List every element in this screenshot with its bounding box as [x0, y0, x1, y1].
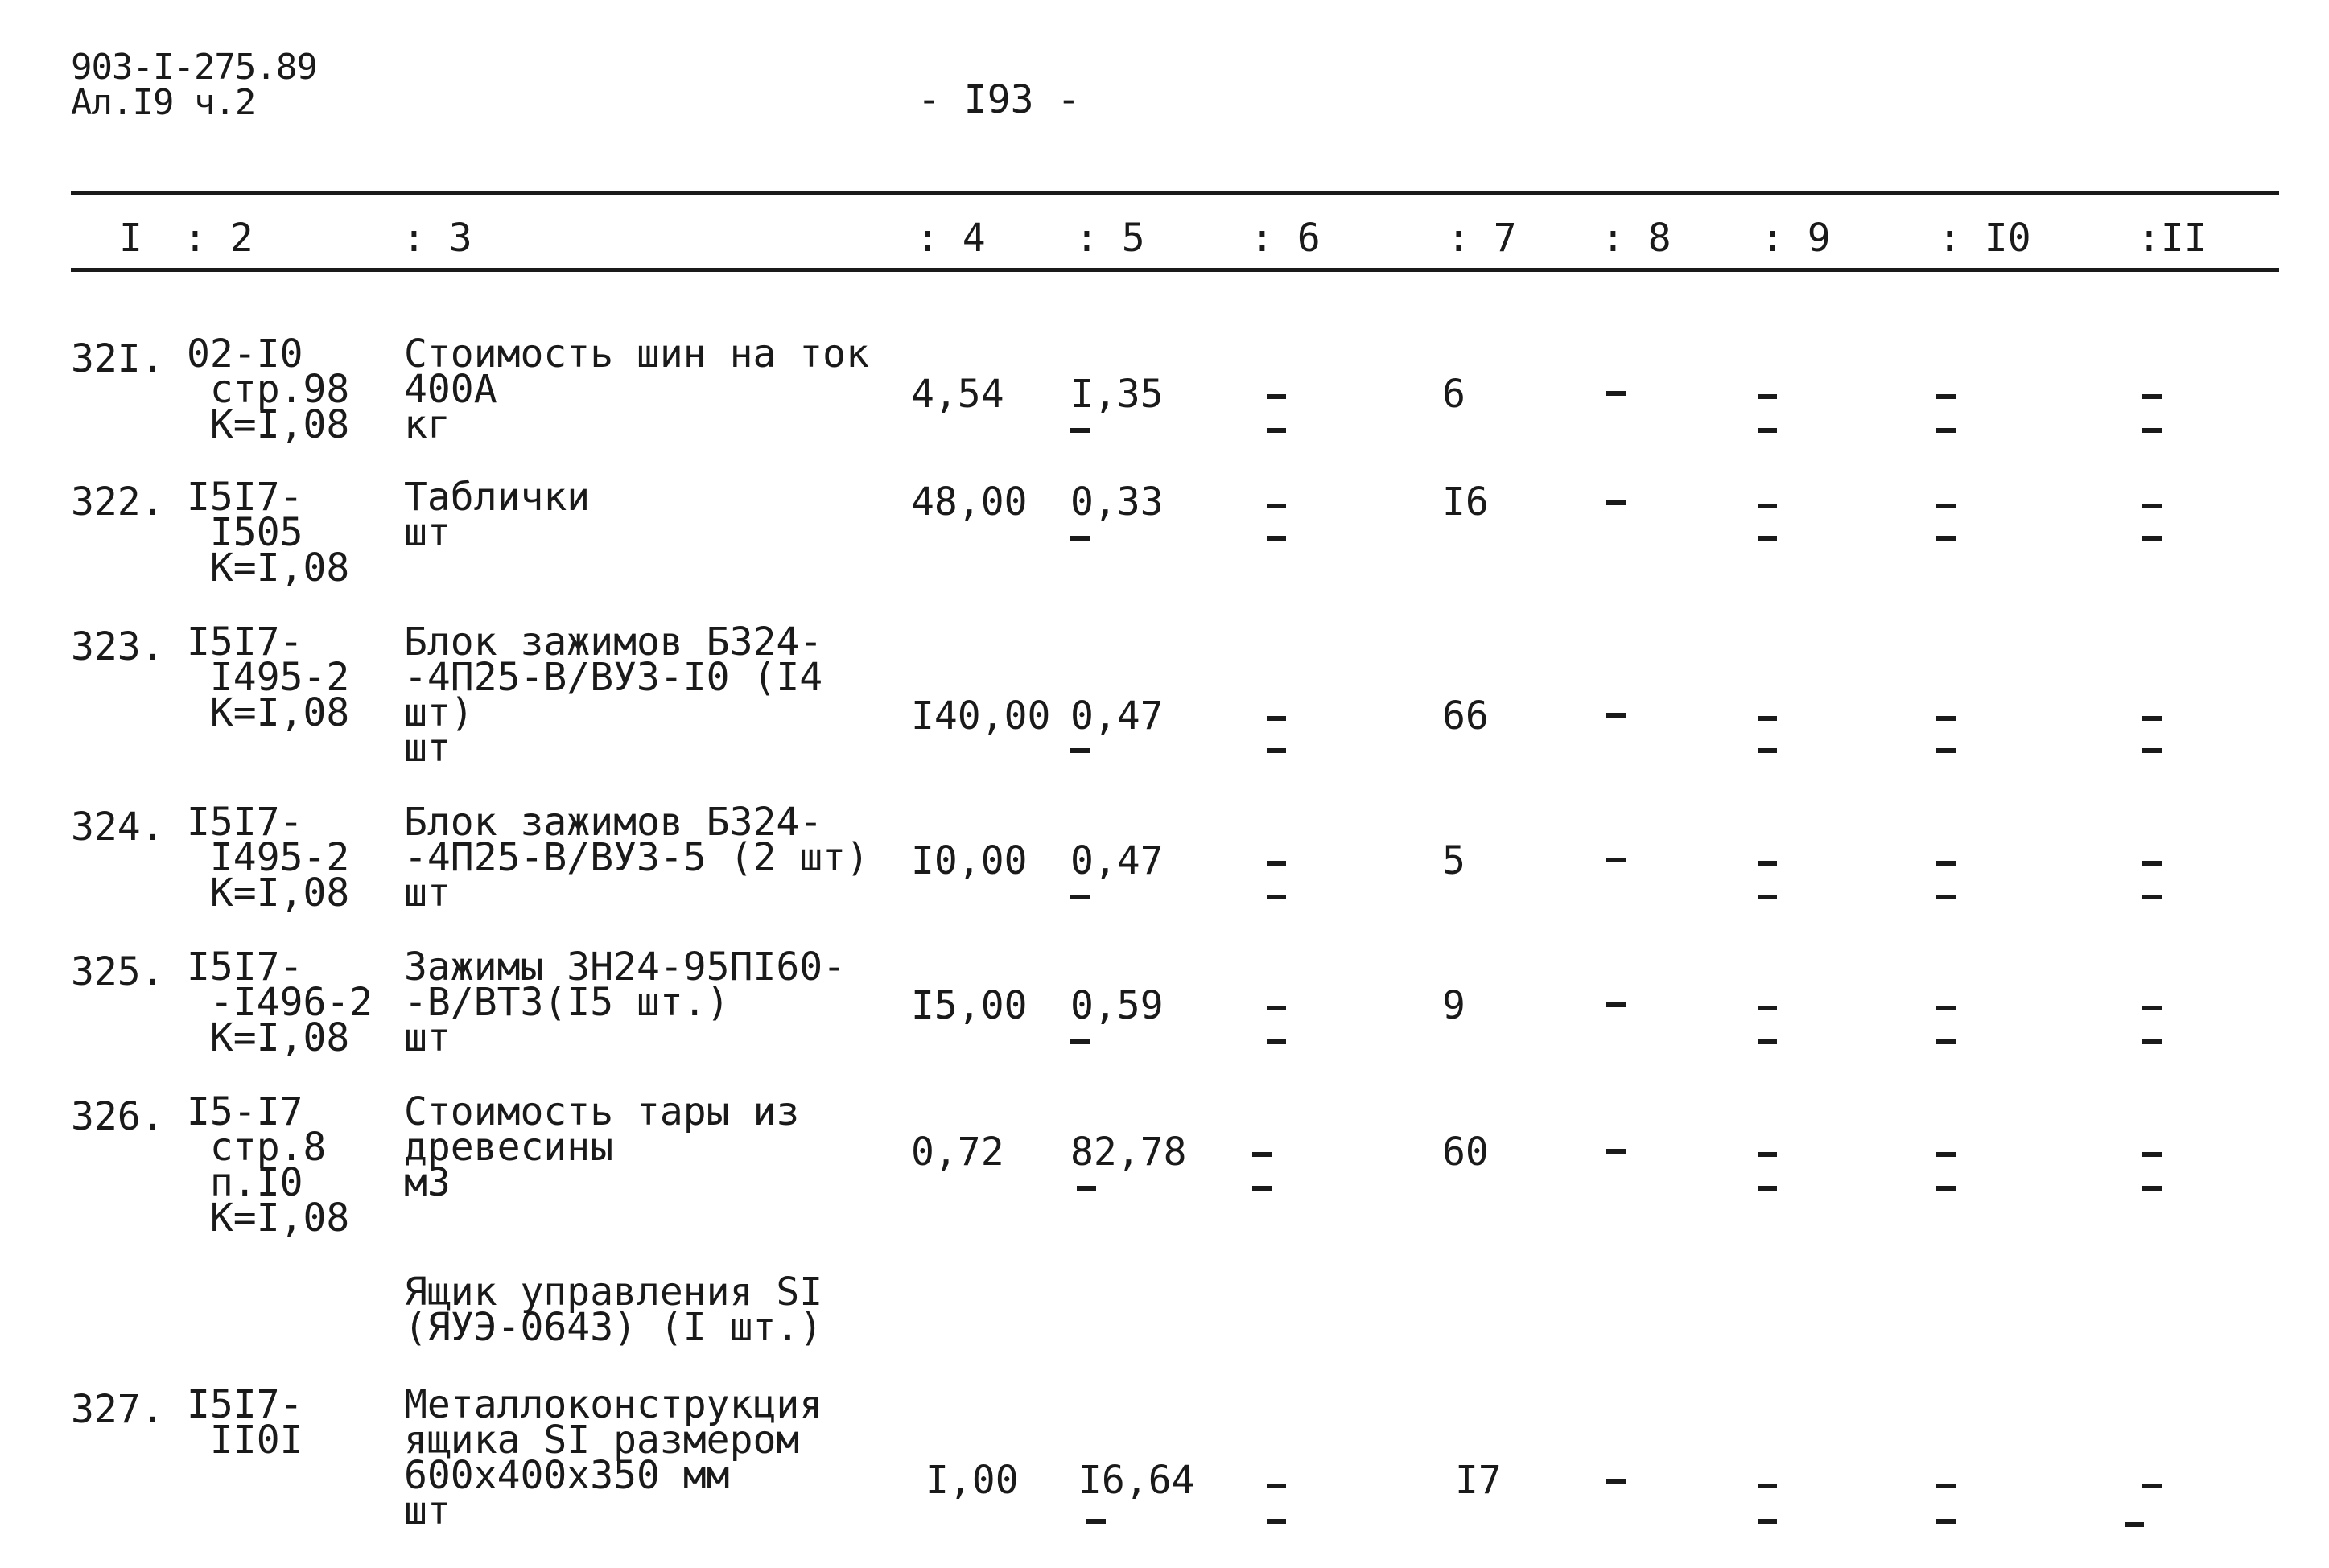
row-value-col4: 48,00: [911, 479, 1028, 525]
row-code: I5I7- I495-2 К=I,08: [187, 619, 350, 735]
dash-mark: [1936, 1186, 1956, 1191]
dash-mark: [1936, 748, 1956, 753]
dash-mark: [1267, 861, 1286, 866]
dash-mark: [1936, 1484, 1956, 1488]
dash-mark: [1758, 895, 1777, 899]
dash-mark: [1070, 536, 1090, 541]
dash-mark: [1758, 536, 1777, 541]
dash-mark: [1758, 716, 1777, 721]
dash-mark: [1267, 1484, 1286, 1488]
row-value-col5: 0,47: [1070, 838, 1164, 883]
dash-mark: [1758, 394, 1777, 399]
row-number: 327.: [71, 1387, 164, 1432]
row-value-col7: 6: [1442, 372, 1465, 417]
dash-mark: [1606, 1149, 1626, 1154]
dash-mark: [1936, 504, 1956, 508]
dash-mark: [2125, 1522, 2144, 1527]
dash-mark: [1936, 536, 1956, 541]
row-value-col7: 60: [1442, 1130, 1489, 1175]
column-header-9: : 9: [1761, 216, 1831, 261]
dash-mark: [1267, 1039, 1286, 1044]
column-header-7: : 7: [1447, 216, 1517, 261]
dash-mark: [1070, 428, 1090, 433]
row-value-col5: I6,64: [1078, 1458, 1195, 1503]
dash-mark: [1267, 428, 1286, 433]
table-header-rule: [71, 268, 2279, 272]
row-description: Стоимость тары из древесины м3: [404, 1089, 800, 1205]
row-value-col4: I,00: [925, 1458, 1019, 1503]
dash-mark: [1267, 1006, 1286, 1010]
dash-mark: [1936, 394, 1956, 399]
row-description: Таблички шт: [404, 475, 591, 555]
document-code: [71, 47, 317, 123]
dash-mark: [1936, 895, 1956, 899]
dash-mark: [1606, 500, 1626, 505]
dash-mark: [1252, 1152, 1272, 1157]
dash-mark: [1936, 1152, 1956, 1157]
row-value-col7: 9: [1442, 983, 1465, 1028]
dash-mark: [1267, 748, 1286, 753]
dash-mark: [1606, 713, 1626, 718]
column-header-2: : 2: [183, 216, 254, 261]
row-code: I5I7- I495-2 К=I,08: [187, 800, 350, 916]
row-description: Блок зажимов Б324- -4П25-В/ВУЗ-5 (2 шт) шт: [404, 800, 869, 916]
row-value-col4: 0,72: [911, 1130, 1004, 1175]
dash-mark: [1070, 1039, 1090, 1044]
row-value-col4: I0,00: [911, 838, 1028, 883]
dash-mark: [1267, 716, 1286, 721]
dash-mark: [2142, 748, 2162, 753]
column-header-3: : 3: [402, 216, 472, 261]
column-header-1: I: [119, 216, 142, 261]
dash-mark: [1758, 861, 1777, 866]
dash-mark: [1936, 1006, 1956, 1010]
row-number: 323.: [71, 624, 164, 669]
row-value-col7: I7: [1455, 1458, 1502, 1503]
dash-mark: [1606, 1479, 1626, 1484]
row-value-col7: I6: [1442, 479, 1489, 525]
dash-mark: [1606, 391, 1626, 396]
row-value-col4: I5,00: [911, 983, 1028, 1028]
row-number: 324.: [71, 805, 164, 850]
row-code: I5I7- I505 К=I,08: [187, 475, 350, 591]
row-code: I5-I7 стр.8 п.I0 К=I,08: [187, 1089, 350, 1241]
dash-mark: [1758, 1186, 1777, 1191]
row-description: Блок зажимов Б324- -4П25-В/ВУЗ-I0 (I4 шт) шт: [404, 619, 823, 771]
row-number: 326.: [71, 1094, 164, 1139]
row-value-col5: 0,33: [1070, 479, 1164, 525]
dash-mark: [2142, 428, 2162, 433]
dash-mark: [1606, 1002, 1626, 1007]
row-description: Стоимость шин на ток 400А кг: [404, 331, 869, 447]
dash-mark: [1936, 716, 1956, 721]
dash-mark: [1758, 748, 1777, 753]
column-header-6: : 6: [1251, 216, 1321, 261]
dash-mark: [2142, 394, 2162, 399]
dash-mark: [1936, 861, 1956, 866]
row-description: Металлоконструкция ящика SI размером 600х400х350 мм шт: [404, 1382, 823, 1533]
dash-mark: [1758, 1006, 1777, 1010]
column-header-4: : 4: [916, 216, 986, 261]
dash-mark: [2142, 1006, 2162, 1010]
dash-mark: [2142, 1039, 2162, 1044]
dash-mark: [1070, 895, 1090, 899]
column-header-11: :II: [2137, 216, 2207, 261]
dash-mark: [2142, 895, 2162, 899]
row-value-col5: 0,47: [1070, 693, 1164, 739]
document-code-line1: 903-I-275.89: [71, 47, 317, 88]
row-code: 02-I0 стр.98 К=I,08: [187, 331, 350, 447]
dash-mark: [1936, 1519, 1956, 1524]
dash-mark: [1758, 1519, 1777, 1524]
dash-mark: [2142, 1484, 2162, 1488]
dash-mark: [1758, 1152, 1777, 1157]
document-code-line2: Ал.I9 ч.2: [71, 82, 256, 123]
row-value-col7: 66: [1442, 693, 1489, 739]
row-value-col4: 4,54: [911, 372, 1004, 417]
row-number: 325.: [71, 949, 164, 994]
row-value-col7: 5: [1442, 838, 1465, 883]
page-number: - I93 -: [917, 77, 1081, 122]
dash-mark: [2142, 536, 2162, 541]
dash-mark: [1936, 1039, 1956, 1044]
dash-mark: [1758, 504, 1777, 508]
dash-mark: [1077, 1186, 1096, 1191]
column-header-8: : 8: [1601, 216, 1672, 261]
dash-mark: [1758, 1484, 1777, 1488]
dash-mark: [1606, 858, 1626, 862]
dash-mark: [1267, 1519, 1286, 1524]
row-code: I5I7- II0I: [187, 1382, 303, 1463]
dash-mark: [1267, 504, 1286, 508]
dash-mark: [1758, 1039, 1777, 1044]
dash-mark: [2142, 716, 2162, 721]
row-value-col5: 0,59: [1070, 983, 1164, 1028]
dash-mark: [1252, 1186, 1272, 1191]
column-header-5: : 5: [1075, 216, 1145, 261]
column-header-10: : I0: [1938, 216, 2031, 261]
row-number: 322.: [71, 479, 164, 525]
row-number: 32I.: [71, 336, 164, 381]
section-heading: Ящик управления SI (ЯУЭ-0643) (I шт.): [404, 1270, 823, 1350]
dash-mark: [2142, 1152, 2162, 1157]
dash-mark: [1267, 536, 1286, 541]
dash-mark: [1070, 748, 1090, 753]
dash-mark: [2142, 504, 2162, 508]
row-value-col5: 82,78: [1070, 1130, 1187, 1175]
dash-mark: [2142, 861, 2162, 866]
dash-mark: [2142, 1186, 2162, 1191]
row-value-col5: I,35: [1070, 372, 1164, 417]
dash-mark: [1758, 428, 1777, 433]
dash-mark: [1936, 428, 1956, 433]
dash-mark: [1086, 1519, 1106, 1524]
dash-mark: [1267, 895, 1286, 899]
table-top-rule: [71, 191, 2279, 195]
row-value-col4: I40,00: [911, 693, 1051, 739]
dash-mark: [1267, 394, 1286, 399]
row-description: Зажимы ЗН24-95ПI60- -В/ВТЗ(I5 шт.) шт: [404, 945, 847, 1060]
row-code: I5I7- -I496-2 К=I,08: [187, 945, 373, 1060]
